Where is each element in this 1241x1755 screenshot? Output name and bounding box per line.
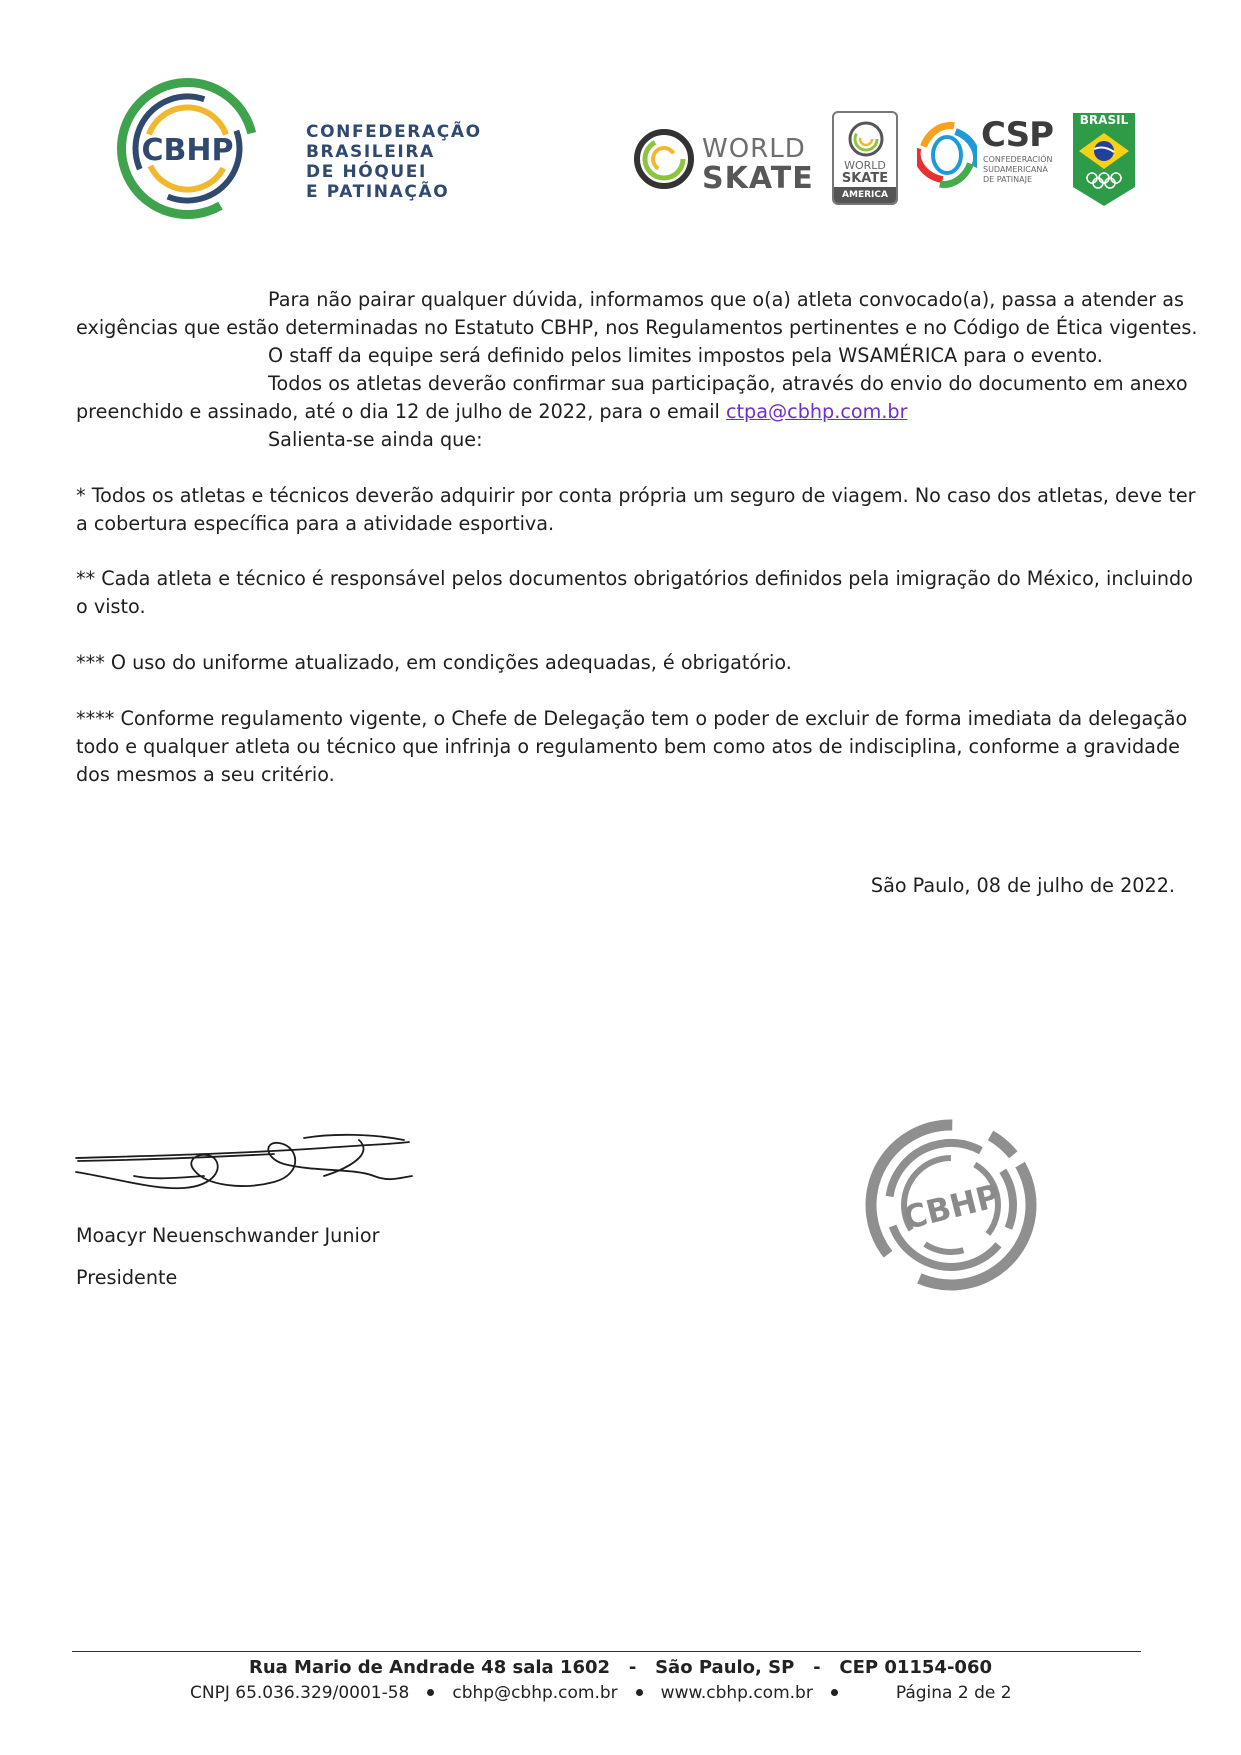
- paragraph-line: Todos os atletas deverão confirmar sua participação, através do envio do documento em anexo: [268, 372, 1188, 395]
- wsa-line: WORLD: [844, 159, 886, 172]
- stamp-text: CBHP: [899, 1176, 1004, 1238]
- note-line: dos mesmos a seu critério.: [76, 763, 335, 786]
- footer-website-link[interactable]: www.cbhp.com.br: [660, 1683, 813, 1703]
- bullet-icon: [636, 1689, 643, 1696]
- brasil-label: BRASIL: [1079, 113, 1129, 127]
- csp-logo-icon: [917, 120, 977, 190]
- wsa-line: AMERICA: [834, 187, 896, 203]
- note-line: * Todos os atletas e técnicos deverão adquirir por conta própria um seguro de viagem. No caso dos atletas, deve ter: [76, 484, 1196, 507]
- note-line: a cobertura específica para a atividade esportiva.: [76, 512, 555, 535]
- paragraph-line: Para não pairar qualquer dúvida, informamos que o(a) atleta convocado(a), passa a atender as: [268, 288, 1185, 311]
- paragraph-line: Salienta-se ainda que:: [268, 428, 483, 451]
- document-date: São Paulo, 08 de julho de 2022.: [870, 874, 1175, 897]
- org-name-line: DE HÓQUEI: [306, 162, 427, 182]
- csp-sub-line: DE PATINAJE: [983, 175, 1033, 184]
- paragraph-line: [76, 398, 1176, 426]
- csp-sub-line: SUDAMERICANA: [983, 165, 1048, 174]
- note-line: todo e qualquer atleta ou técnico que infrinja o regulamento bem como atos de indisciplina, conforme a gravidade: [76, 735, 1180, 758]
- footer-divider: [72, 1651, 1141, 1652]
- signatory-title: Presidente: [76, 1266, 178, 1289]
- note-line: **** Conforme regulamento vigente, o Chefe de Delegação tem o poder de excluir de forma imediata da delegação: [76, 707, 1188, 730]
- note-line: o visto.: [76, 595, 146, 618]
- world-skate-america-logo: [832, 111, 898, 205]
- footer-cnpj: CNPJ 65.036.329/0001-58: [190, 1683, 410, 1703]
- paragraph-line: exigências que estão determinadas no Estatuto CBHP, nos Regulamentos pertinentes e no Código de Ética vigentes.: [76, 316, 1198, 339]
- world-skate-america-icon: [847, 120, 885, 158]
- page-number: Página 2 de 2: [895, 1683, 1012, 1703]
- paragraph-line: O staff da equipe será definido pelos limites impostos pela WSAMÉRICA para o evento.: [268, 344, 1103, 367]
- world-skate-logo-text: [702, 134, 814, 194]
- org-name-line: CONFEDERAÇÃO: [306, 122, 482, 142]
- note-line: *** O uso do uniforme atualizado, em condições adequadas, é obrigatório.: [76, 651, 792, 674]
- email-link[interactable]: ctpa@cbhp.com.br: [725, 400, 908, 423]
- paragraph-text: preenchido e assinado, até o dia 12 de julho de 2022, para o email: [76, 400, 726, 423]
- world-skate-logo-icon: [632, 127, 696, 191]
- cbhp-logo-text: CBHP: [141, 133, 234, 168]
- note-line: ** Cada atleta e técnico é responsável pelos documentos obrigatórios definidos pela imigração do México, incluindo: [76, 567, 1193, 590]
- csp-logo-title: CSP: [981, 115, 1053, 155]
- footer-email-link[interactable]: cbhp@cbhp.com.br: [452, 1683, 618, 1703]
- csp-sub-line: CONFEDERACIÓN: [983, 155, 1053, 164]
- csp-logo-subtitle: [983, 155, 1053, 185]
- world-skate-line: WORLD: [702, 134, 806, 164]
- wsa-line: SKATE: [841, 171, 889, 186]
- world-skate-line: SKATE: [702, 161, 814, 196]
- bullet-icon: [831, 1689, 838, 1696]
- footer-address: Rua Mario de Andrade 48 sala 1602 - São Paulo, SP - CEP 01154-060: [248, 1657, 993, 1678]
- cbhp-logo: [115, 76, 260, 221]
- org-name-line: BRASILEIRA: [306, 142, 435, 162]
- organization-name: [306, 122, 482, 202]
- org-name-line: E PATINAÇÃO: [306, 182, 450, 202]
- cbhp-stamp: [863, 1117, 1039, 1293]
- signature-image: [74, 1128, 414, 1208]
- footer-contact: [190, 1683, 1012, 1703]
- bullet-icon: [427, 1689, 434, 1696]
- signatory-name: Moacyr Neuenschwander Junior: [76, 1224, 380, 1247]
